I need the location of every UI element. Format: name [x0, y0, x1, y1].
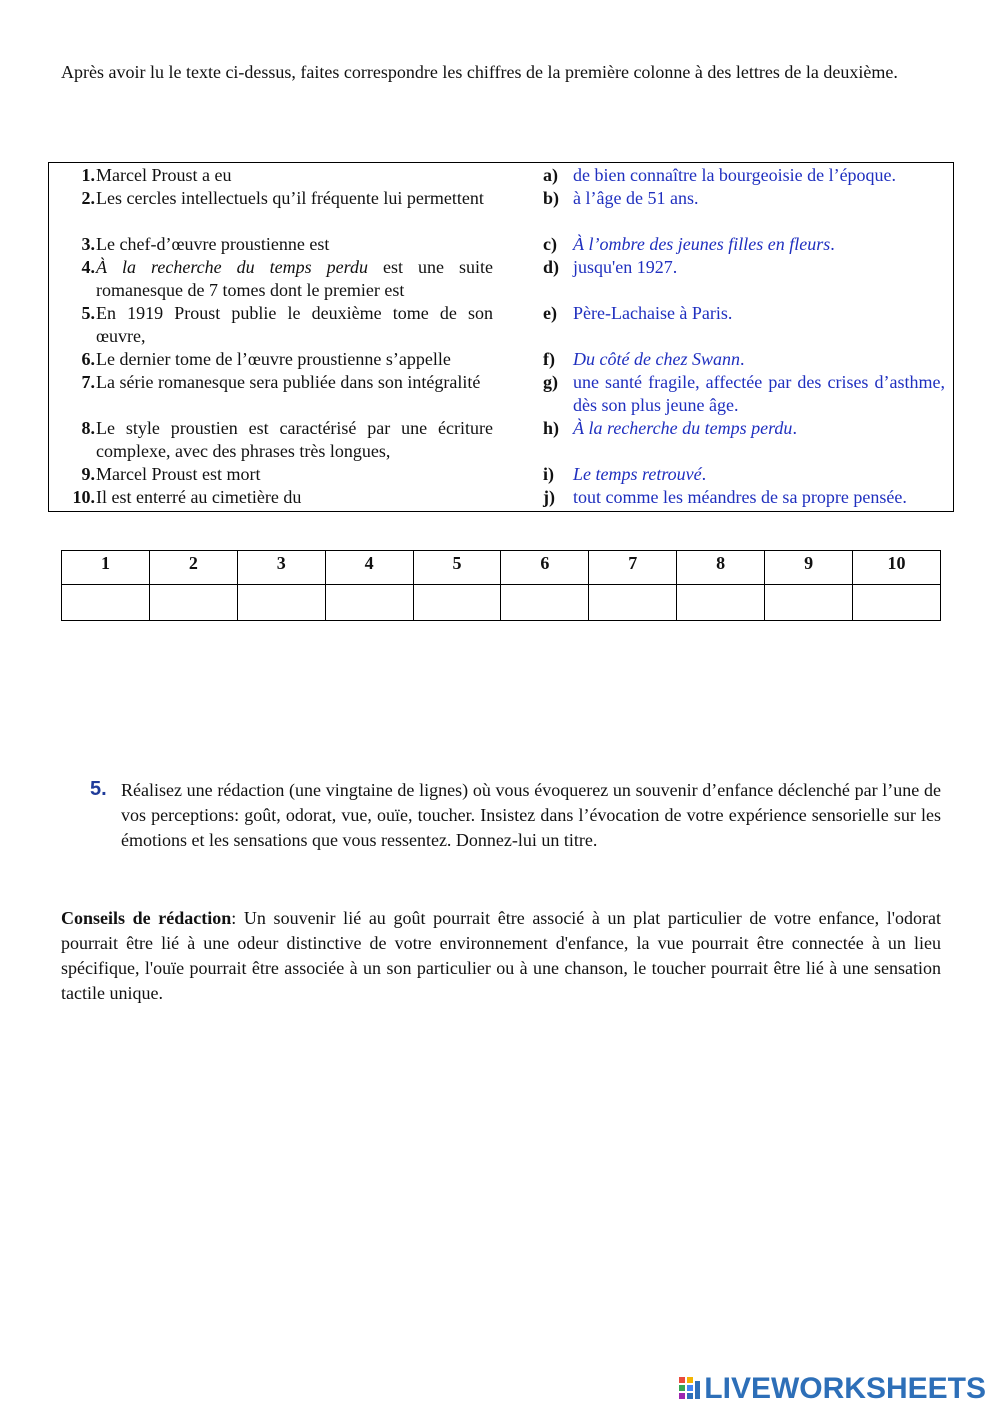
numbered-item: 9. Marcel Proust est mort: [81, 464, 261, 484]
answer-cell-4[interactable]: [325, 585, 413, 621]
answer-cell-10[interactable]: [853, 585, 941, 621]
numbered-item: 7. La série romanesque sera publiée dans son intégralité: [81, 372, 481, 392]
numbered-item: 4. À la recherche du temps perdu est une suite romanesque de 7 tomes dont le premier est: [81, 257, 494, 300]
answer-cell-7[interactable]: [589, 585, 677, 621]
numbered-item: 1. Marcel Proust a eu: [81, 165, 232, 185]
matching-exercise: [48, 162, 954, 512]
lettered-item: e) Père-Lachaise à Paris.: [543, 303, 733, 323]
lettered-item: d) jusqu'en 1927.: [543, 257, 678, 277]
advice-label: Conseils de rédaction: [61, 908, 232, 928]
writing-advice: [61, 906, 941, 1006]
numbered-item: 6. Le dernier tome de l’œuvre proustienne s’appelle: [81, 349, 451, 369]
numbered-item: 2. Les cercles intellectuels qu’il fréquente lui permettent: [81, 188, 484, 208]
grid-header-cell: 9: [765, 551, 853, 585]
advice-text: : Un souvenir lié au goût pourrait être associé à un plat particulier de votre enfance, l'odorat pourrait être lié à une odeur distinctive de votre environnement d'enfance, la vue pourrait être connectée à un lieu spécifique, l'ouïe pourrait être associée à un son particulier ou à une chanson, le toucher pourrait être lié à une sensation tactile unique.: [61, 908, 941, 1003]
lettered-item: h) À la recherche du temps perdu.: [543, 418, 797, 438]
lettered-item: a) de bien connaître la bourgeoisie de l’époque.: [543, 165, 897, 185]
answer-grid: [61, 550, 941, 621]
numbered-item: 8. Le style proustien est caractérisé par une écriture complexe, avec des phrases très longues,: [81, 418, 493, 461]
lettered-item: f) Du côté de chez Swann.: [543, 349, 745, 369]
grid-header-cell: 10: [853, 551, 941, 585]
numbered-item: 10. Il est enterré au cimetière du: [72, 487, 302, 507]
answer-cell-3[interactable]: [237, 585, 325, 621]
liveworksheets-brand: [679, 1374, 986, 1404]
lettered-column: [543, 164, 945, 509]
grid-header-cell: 5: [413, 551, 501, 585]
lettered-item: c) À l’ombre des jeunes filles en fleurs.: [543, 234, 835, 254]
grid-header-cell: 3: [237, 551, 325, 585]
answer-cell-6[interactable]: [501, 585, 589, 621]
grid-header-cell: 2: [149, 551, 237, 585]
answer-cell-1[interactable]: [62, 585, 150, 621]
lettered-item: j) tout comme les méandres de sa propre pensée.: [543, 487, 907, 507]
numbered-column: [65, 164, 493, 509]
numbered-item: 5. En 1919 Proust publie le deuxième tome de son œuvre,: [81, 303, 493, 346]
grid-header-cell: 4: [325, 551, 413, 585]
task-number: 5.: [90, 778, 107, 800]
answer-grid-input-row: [62, 585, 941, 621]
liveworksheets-logo-icon: [679, 1377, 701, 1401]
answer-cell-9[interactable]: [765, 585, 853, 621]
answer-cell-2[interactable]: [149, 585, 237, 621]
lettered-item: i) Le temps retrouvé.: [543, 464, 707, 484]
grid-header-cell: 1: [62, 551, 150, 585]
answer-grid-header-row: [62, 551, 941, 585]
grid-header-cell: 8: [677, 551, 765, 585]
answer-cell-8[interactable]: [677, 585, 765, 621]
grid-header-cell: 7: [589, 551, 677, 585]
instructions-text: Après avoir lu le texte ci-dessus, faites correspondre les chiffres de la première colonne à des lettres de la deuxième.: [61, 62, 898, 82]
lettered-item: b) à l’âge de 51 ans.: [543, 188, 699, 208]
answer-cell-5[interactable]: [413, 585, 501, 621]
brand-name: LIVEWORKSHEETS: [704, 1372, 986, 1405]
lettered-item: g) une santé fragile, affectée par des crises d’asthme, dès son plus jeune âge.: [543, 372, 945, 415]
numbered-item: 3. Le chef-d’œuvre proustienne est: [81, 234, 330, 254]
writing-task: [61, 778, 941, 853]
task-text: Réalisez une rédaction (une vingtaine de lignes) où vous évoquerez un souvenir d’enfance déclenché par l’une de vos perceptions: goût, odorat, vue, ouïe, toucher. Insistez dans l’évocation de votre expérience sensorielle sur les émotions et les sensations que vous ressentez. Donnez-lui un titre.: [121, 780, 941, 850]
grid-header-cell: 6: [501, 551, 589, 585]
